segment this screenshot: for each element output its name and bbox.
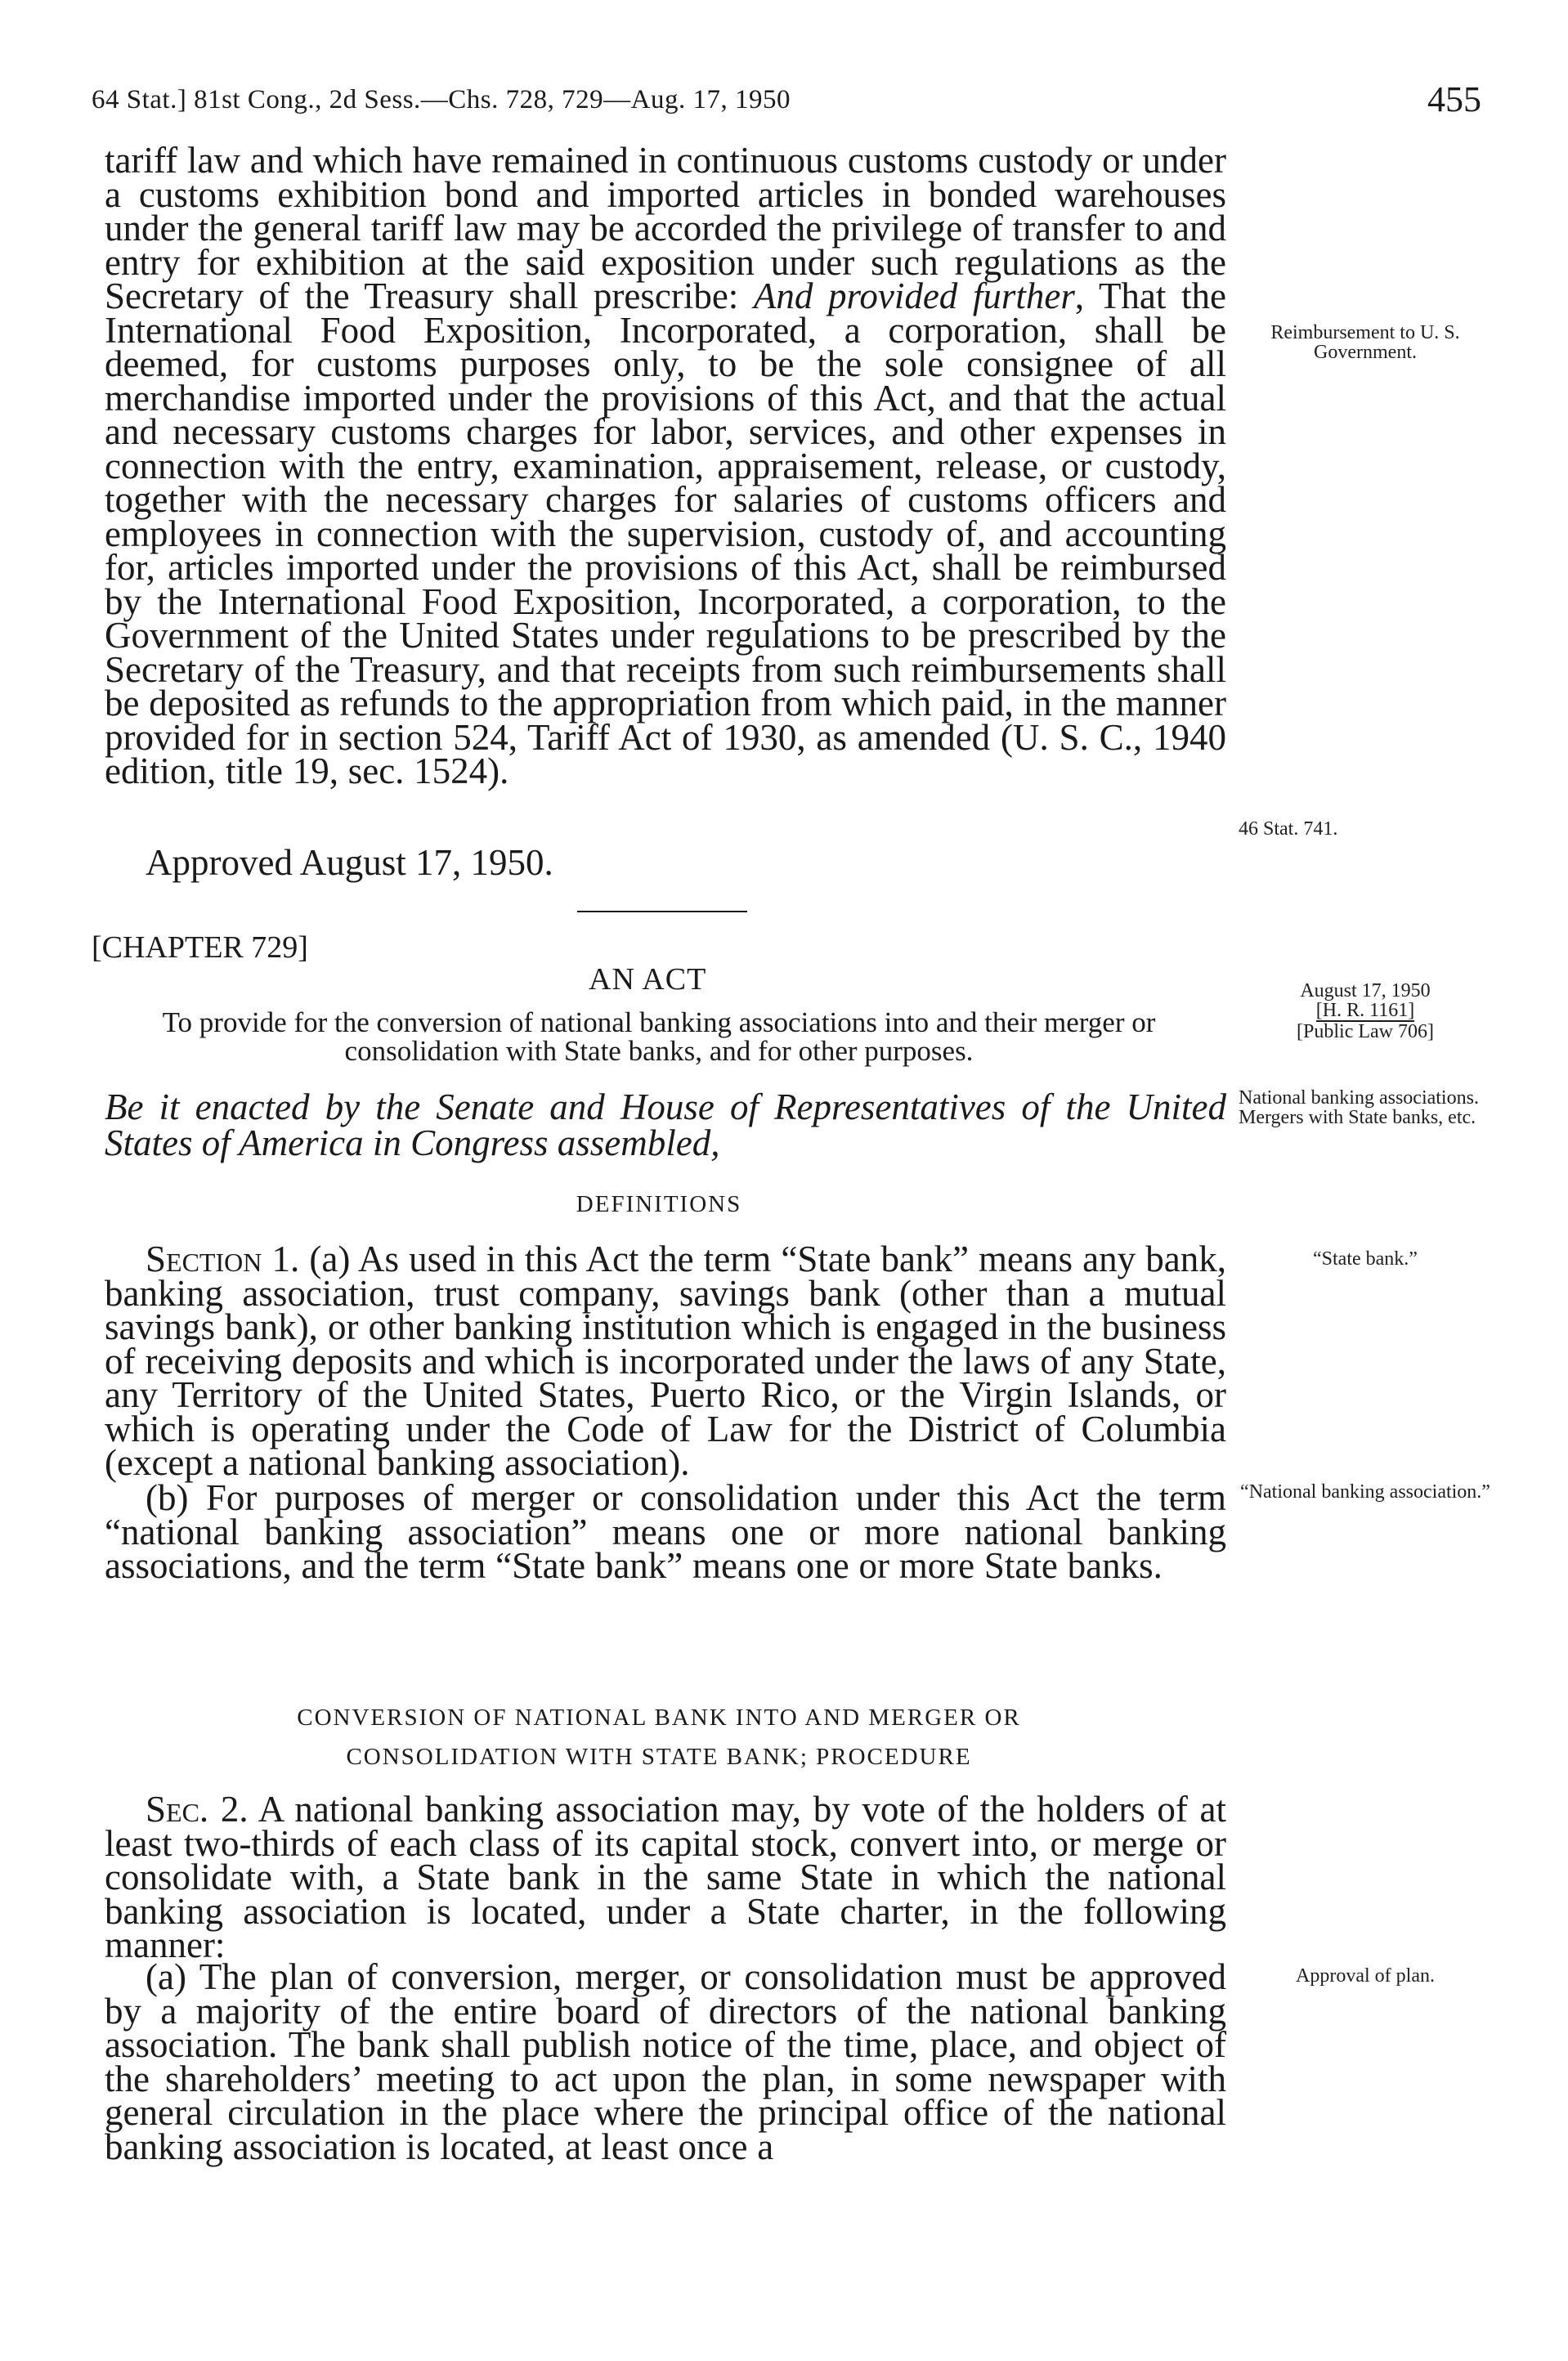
section-1a: [105, 1239, 1226, 1483]
act-purpose: To provide for the conversion of national banking associations into and their merger or consolidation with State banks, and for other purposes.: [162, 1006, 1156, 1067]
section-2: [105, 1789, 1226, 1965]
enacting-clause: Be it enacted by the Senate and House of Representatives of the United States of America in Congress assembled,: [105, 1086, 1226, 1163]
section-2a-text: (a) The plan of conversion, merger, or consolidation must be approved by a majority of the entire board of directors of the national banking association. The bank shall publish notice of the time, place, and object of the shareholders’ meeting to act upon the plan, in some newspaper with general circulation in the place where the principal office of the national banking association is located, at least once a: [105, 1956, 1226, 2167]
note-reimbursement: Reimbursement to U. S. Government.: [1270, 322, 1460, 363]
note-state-bank: “State bank.”: [1313, 1248, 1418, 1270]
note-public-law: [Public Law 706]: [1297, 1021, 1434, 1042]
page-number: 455: [1427, 79, 1481, 119]
section-label: Section: [146, 1239, 262, 1279]
running-head: 64 Stat.] 81st Cong., 2d Sess.—Chs. 728, 729—Aug. 17, 1950: [92, 85, 791, 114]
note-national-banking: “National banking association.”: [1240, 1481, 1490, 1503]
continued-paragraph: [105, 140, 1226, 791]
chapter-label: [CHAPTER 729]: [92, 930, 308, 965]
chapter-divider: [577, 911, 747, 912]
sec-label: Sec.: [146, 1789, 209, 1830]
section-2a: [105, 1956, 1226, 2167]
an-act-title: AN ACT: [589, 962, 707, 997]
section-1b-text: (b) For purposes of merger or consolidation under this Act the term “national banking association” means one or more national banking associations, and the term “State bank” means one or more State banks.: [105, 1477, 1226, 1586]
section-1b: [105, 1477, 1226, 1586]
note-date: August 17, 1950: [1300, 980, 1431, 1001]
heading-conversion-line2: CONSOLIDATION WITH STATE BANK; PROCEDURE: [346, 1744, 972, 1770]
approval-date: Approved August 17, 1950.: [146, 842, 553, 883]
note-approval: Approval of plan.: [1296, 1965, 1435, 1987]
note-stat-citation: 46 Stat. 741.: [1239, 818, 1338, 840]
para1-text-b: , That the International Food Exposition, Incorporated, a corporation, shall be deemed, for customs purposes only, to be the sole consignee of all merchandise imported under the provisions of this Act, and that the actual and necessary customs charges for labor, services, and other expenses in connection with the entry, examination, appraisement, release, or custody, together with the necessary charges for salaries of customs officers and employees in connection with the supervision, custody of, and accounting for, articles imported under the provisions of this Act, shall be reimbursed by the International Food Exposition, Incorporated, a corporation, to the Government of the United States under regulations to be prescribed by the Secretary of the Treasury, and that receipts from such reimbursements shall be deposited as refunds to the appropriation from which paid, in the manner provided for in section 524, Tariff Act of 1930, as amended (U. S. C., 1940 edition, title 19, sec. 1524).: [105, 276, 1226, 791]
proviso-italic: And provided further: [753, 276, 1075, 316]
heading-definitions: DEFINITIONS: [576, 1191, 742, 1217]
note-bill: [H. R. 1161]: [1315, 1000, 1415, 1021]
section-1a-text: 1. (a) As used in this Act the term “State bank” means any bank, banking association, trust company, savings bank (other than a mutual savings bank), or other banking institution which is engaged in the business of receiving deposits and which is incorporated under the laws of any State, any Territory of the United States, Puerto Rico, or the Virgin Islands, or which is operating under the Code of Law for the District of Columbia (except a national banking association).: [105, 1239, 1226, 1483]
page-header: [92, 78, 1481, 128]
note-bill-info: [1239, 981, 1492, 1042]
heading-conversion: [92, 1698, 1226, 1776]
para1-text-a: tariff law and which have remained in continuous customs custody or under a customs exhibition bond and imported articles in bonded warehouses under the general tariff law may be accorded the privilege of transfer to and entry for exhibition at the said exposition under such regulations as the Secretary of the Treasury shall prescribe:: [105, 140, 1226, 316]
heading-conversion-line1: CONVERSION OF NATIONAL BANK INTO AND MERGER OR: [297, 1705, 1021, 1731]
section-2-text: 2. A national banking association may, by vote of the holders of at least two-thirds of each class of its capital stock, convert into, or merge or consolidate with, a State bank in the same State in which the national banking association is located, under a State charter, in the following manner:: [105, 1789, 1226, 1965]
note-subject: National banking associations. Mergers with State banks, etc.: [1239, 1087, 1479, 1128]
